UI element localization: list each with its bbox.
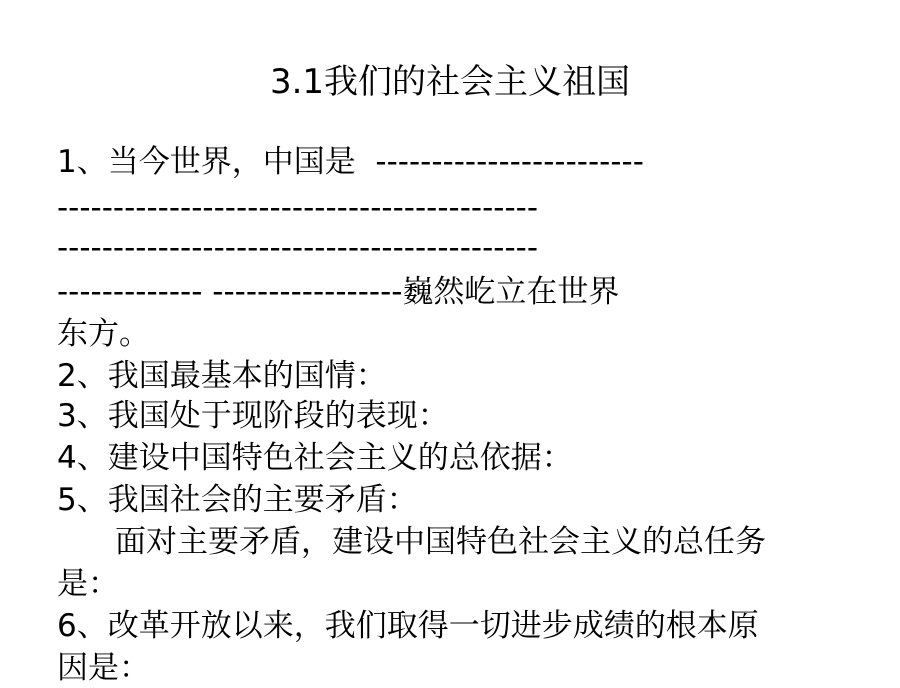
question-4-line: 4、建设中国特色社会主义的总依据： [57, 440, 573, 476]
question-6-end: 因是： [57, 650, 150, 686]
question-1-ending: 东方。 [57, 316, 150, 352]
question-2-line: 2、我国最基本的国情： [57, 358, 387, 394]
question-3-line: 3、我国处于现阶段的表现： [57, 398, 449, 434]
fill-blank-end-line: ------------- -----------------巍然屹立在世界 [57, 274, 620, 310]
question-5-line: 5、我国社会的主要矛盾： [57, 482, 418, 518]
fill-blank-line: ------------------------------------------- [57, 190, 538, 226]
question-5-followup: 面对主要矛盾，建设中国特色社会主义的总任务 [115, 524, 766, 560]
slide-title: 3.1我们的社会主义祖国 [269, 62, 631, 102]
fill-blank-line: ------------------------------------------- [57, 230, 538, 266]
question-6-line: 6、改革开放以来，我们取得一切进步成绩的根本原 [57, 608, 759, 644]
question-5-followup-end: 是： [57, 566, 119, 602]
question-1-line: 1、当今世界，中国是 ------------------------ [57, 144, 644, 180]
